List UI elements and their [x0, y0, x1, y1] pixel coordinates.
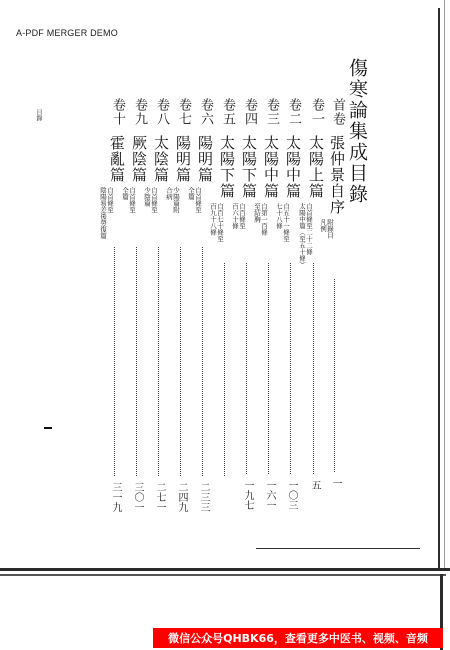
margin-label: 目錄	[35, 109, 42, 121]
toc-subtitle: 自百條至	[238, 203, 246, 229]
scan-edge-inner	[444, 0, 445, 570]
toc-title: 陽明篇	[174, 135, 192, 183]
toc-label: 卷十	[110, 98, 125, 126]
toc-label: 卷七	[176, 98, 191, 126]
toc-leader-dots	[202, 247, 203, 476]
margin-mark	[44, 427, 52, 429]
toc-subtitle: 七十八條	[275, 203, 283, 229]
promo-banner	[153, 628, 443, 648]
toc-subtitle: 太陽中篇（至五十條）	[298, 203, 306, 268]
toc-subtitle: 自五十一條至	[282, 203, 290, 242]
toc-subtitle: 百六十條	[231, 203, 239, 229]
page-bottom-border	[0, 568, 450, 571]
watermark: A-PDF MERGER DEMO	[16, 28, 118, 38]
toc-leader-dots	[224, 263, 225, 476]
toc-subtitle: 百九十八條	[209, 203, 217, 236]
scan-edge	[438, 8, 440, 570]
toc-title: 張仲景自序	[328, 135, 346, 215]
toc-subtitle: 自首條至	[106, 187, 114, 213]
toc-subtitle: 至結胸	[253, 203, 261, 223]
toc-subtitle: 全篇	[121, 187, 129, 200]
toc-title: 太陰篇	[152, 135, 170, 183]
toc-title: 厥陰篇	[130, 135, 148, 183]
toc-page-number: 三〇一	[132, 482, 143, 512]
toc-label: 卷一	[309, 98, 324, 126]
toc-subtitle: 全篇	[187, 187, 195, 200]
toc-title: 太陽上篇	[307, 135, 325, 199]
toc-subtitle: 自百七十條至	[216, 203, 224, 242]
toc-leader-dots	[290, 263, 291, 474]
toc-leader-dots	[268, 263, 269, 474]
toc-page-number: 一六一	[264, 480, 275, 510]
toc-page-number: 一	[330, 478, 341, 488]
toc-subtitle: 少陰篇	[143, 187, 151, 207]
toc-leader-dots	[334, 279, 335, 472]
toc-leader-dots	[158, 247, 159, 476]
toc-leader-dots	[136, 247, 137, 476]
toc-leader-dots	[114, 247, 115, 476]
viewer-top-strip	[0, 0, 450, 12]
toc-label: 首卷	[330, 98, 345, 126]
bottom-rule	[256, 548, 420, 549]
toc-title: 太陽下篇	[218, 135, 236, 199]
toc-page-number: 二四九	[176, 482, 187, 512]
toc-leader-dots	[180, 247, 181, 476]
toc-label: 卷二	[286, 98, 301, 126]
toc-title: 太陽中篇	[284, 135, 302, 199]
toc-subtitle: 合病	[165, 187, 173, 200]
toc-page-number: 二三三	[198, 482, 209, 512]
toc-leader-dots	[313, 263, 314, 474]
toc-title: 太陽下篇	[240, 135, 258, 199]
toc-label: 卷八	[154, 98, 169, 126]
toc-label: 卷六	[198, 98, 213, 126]
toc-subtitle: 自首條至二十二條	[305, 203, 313, 255]
toc-title: 太陽中篇	[262, 135, 280, 199]
toc-subtitle: 自首條至	[150, 187, 158, 213]
toc-subtitle: 自第一百條	[260, 203, 268, 236]
toc-page-number: 五	[309, 480, 320, 490]
toc-subtitle: 少陽篇附	[172, 187, 180, 213]
toc-subtitle: 附錄目	[326, 219, 334, 239]
toc-label: 卷五	[220, 98, 235, 126]
toc-label: 卷四	[242, 98, 257, 126]
toc-title: 霍亂篇	[108, 135, 126, 183]
toc-subtitle: 自首條至	[128, 187, 136, 213]
toc-subtitle: 陰陽易差後勞復篇	[99, 187, 107, 239]
toc-title: 陽明篇	[196, 135, 214, 183]
page-title: 傷寒論集成目錄	[346, 58, 368, 205]
toc-page-number: 一九七	[242, 480, 253, 510]
toc-leader-dots	[246, 263, 247, 474]
next-page-top-border	[0, 574, 446, 576]
toc-page-number: 三一九	[110, 482, 121, 512]
toc-label: 卷三	[264, 98, 279, 126]
toc-subtitle: 凡例	[319, 219, 327, 232]
toc-page-number: 二七一	[154, 482, 165, 512]
toc-subtitle: 自首條至	[194, 187, 202, 213]
toc-label: 卷九	[132, 98, 147, 126]
promo-banner-text: 微信公众号QHBK66，查看更多中医书、视频、音频	[168, 632, 428, 645]
toc-page-number: 一〇三	[286, 480, 297, 510]
